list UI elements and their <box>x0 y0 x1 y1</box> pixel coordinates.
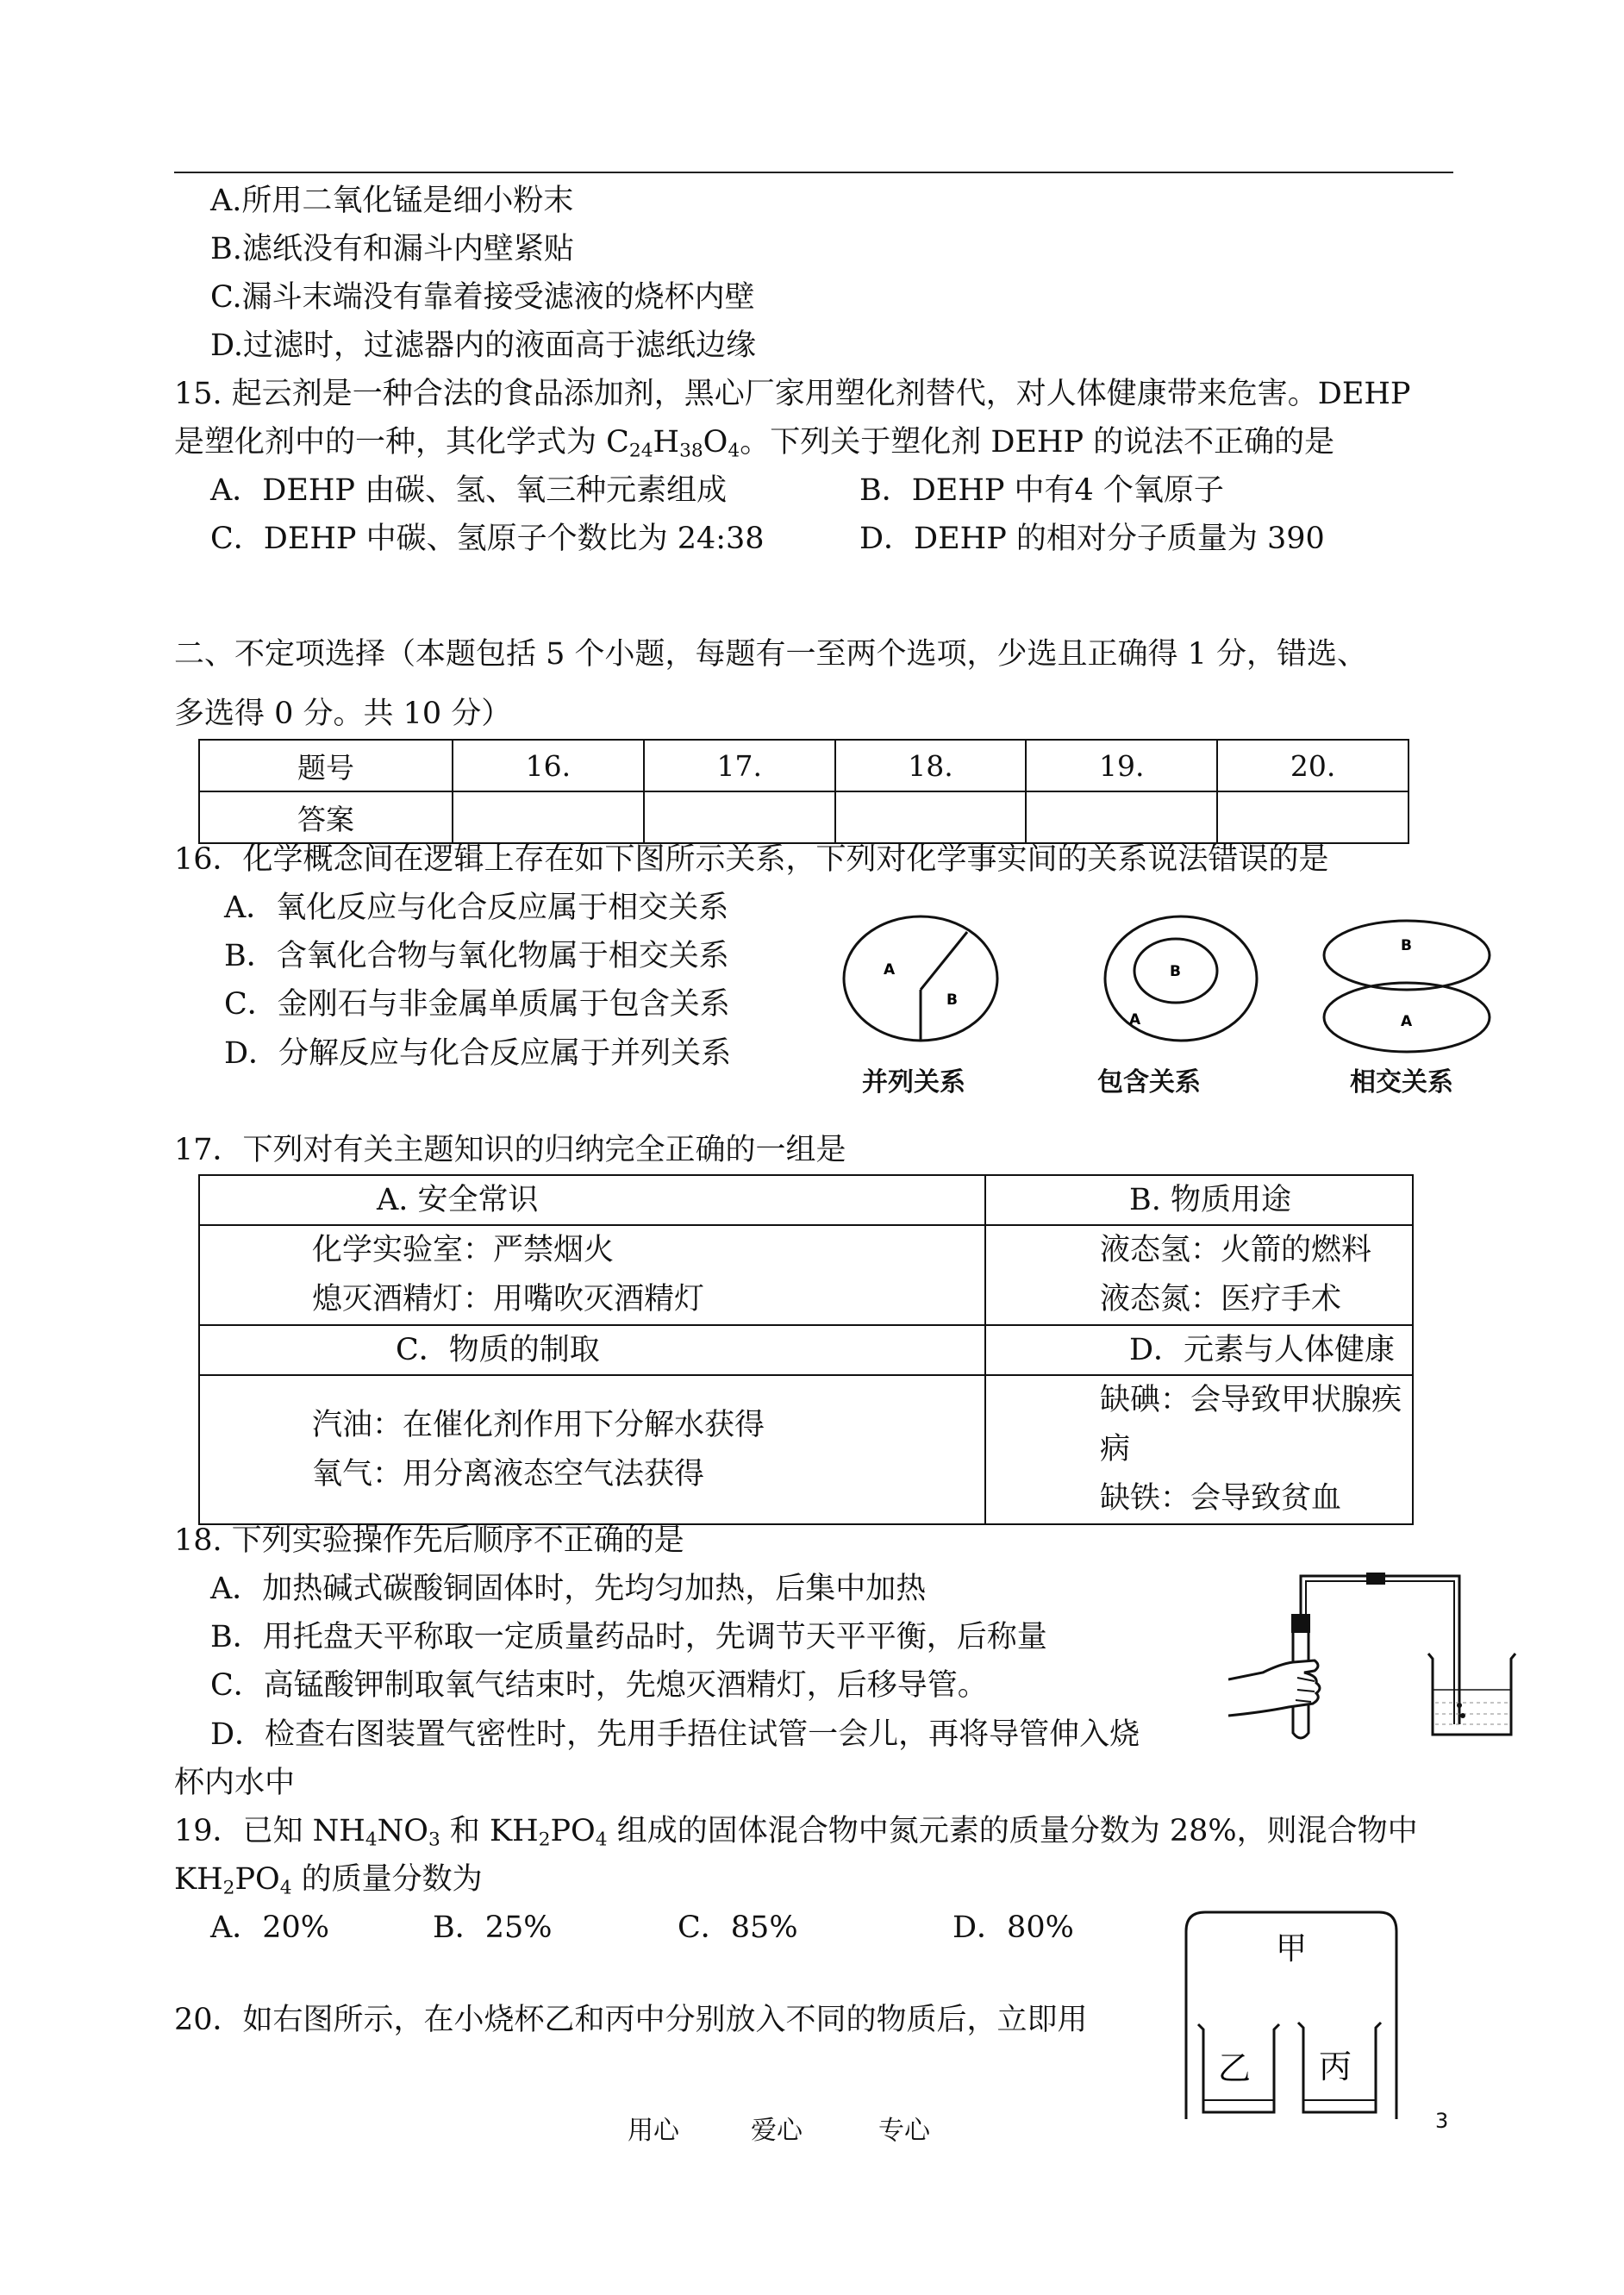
answer-table-number-19: 19. <box>1026 740 1217 791</box>
answer-cell-19[interactable] <box>1026 791 1217 843</box>
q17-c-item-1: 汽油：在催化剂作用下分解水获得 <box>312 1407 765 1442</box>
q16-option-a: A．氧化反应与化合反应属于相交关系 <box>224 891 729 925</box>
answer-table-label-number: 题号 <box>199 740 453 791</box>
inclusion-label-b: B <box>1170 963 1181 980</box>
footer-word-1: 用心 <box>628 2116 679 2146</box>
answer-table-number-18: 18. <box>835 740 1027 791</box>
q15-option-b: B．DEHP 中有4 个氧原子 <box>859 473 1224 508</box>
q19-option-c: C．85% <box>678 1910 798 1945</box>
caption-inclusion: 包含关系 <box>1097 1067 1201 1097</box>
q17-stem: 17．下列对有关主题知识的归纳完全正确的一组是 <box>174 1133 846 1167</box>
q17-body-row-1 <box>199 1225 1413 1325</box>
parallel-label-a: A <box>884 961 896 979</box>
q17-head-row-1 <box>199 1175 1413 1225</box>
q17-b-item-2: 液态氮：医疗手术 <box>1100 1282 1342 1316</box>
parallel-relation-diagram <box>844 916 997 1041</box>
q17-head-c: C．物质的制取 <box>199 1325 985 1375</box>
q18-option-a: A．加热碱式碳酸铜固体时，先均匀加热，后集中加热 <box>210 1572 927 1606</box>
q17-body-row-2 <box>199 1375 1413 1524</box>
q17-head-row-2 <box>199 1325 1413 1375</box>
hand-icon <box>1228 1660 1320 1716</box>
inclusion-relation-diagram <box>1105 916 1257 1041</box>
q14-option-a: A.所用二氧化锰是细小粉末 <box>210 184 574 218</box>
beaker-icon <box>1428 1654 1515 1735</box>
answer-cell-20[interactable] <box>1217 791 1409 843</box>
q18-option-d-continuation: 杯内水中 <box>174 1766 296 1800</box>
answer-cell-18[interactable] <box>835 791 1027 843</box>
footer-word-3: 专心 <box>878 2116 930 2146</box>
footer-word-2: 爱心 <box>751 2116 803 2146</box>
answer-cell-17[interactable] <box>644 791 835 843</box>
section2-heading-line2: 多选得 0 分。共 10 分） <box>174 697 512 731</box>
q14-option-c: C.漏斗末端没有靠着接受滤液的烧杯内壁 <box>210 280 755 315</box>
intersection-relation-diagram <box>1324 921 1490 1052</box>
q15-option-a: A．DEHP 由碳、氢、氧三种元素组成 <box>210 473 728 508</box>
q17-head-b: B. 物质用途 <box>985 1175 1413 1225</box>
q19-option-b: B．25% <box>433 1910 553 1945</box>
intersection-label-a: A <box>1401 1013 1413 1030</box>
label-yi: 乙 <box>1218 2049 1252 2087</box>
q15-stem-line1: 15. 起云剂是一种合法的食品添加剂，黑心厂家用塑化剂替代，对人体健康带来危害。DEHP <box>174 377 1411 411</box>
q19-option-d: D．80% <box>953 1910 1074 1945</box>
q17-cell-c <box>199 1375 985 1524</box>
q14-option-d: D.过滤时，过滤器内的液面高于滤纸边缘 <box>210 328 756 363</box>
q19-option-a: A．20% <box>210 1910 330 1945</box>
answer-table-number-20: 20. <box>1217 740 1409 791</box>
q17-a-item-2: 熄灭酒精灯：用嘴吹灭酒精灯 <box>312 1282 705 1316</box>
airtightness-apparatus-figure <box>1228 1552 1539 1759</box>
q18-option-c: C．高锰酸钾制取氧气结束时，先熄灭酒精灯，后移导管。 <box>210 1668 988 1703</box>
answer-table-label-answer: 答案 <box>199 791 453 843</box>
q20-stem: 20．如右图所示，在小烧杯乙和丙中分别放入不同的物质后，立即用 <box>174 2003 1088 2037</box>
label-bing: 丙 <box>1319 2048 1352 2086</box>
answer-table-row-answers <box>199 791 1409 843</box>
caption-parallel: 并列关系 <box>862 1067 965 1097</box>
section2-heading-line1: 二、不定项选择（本题包括 5 个小题，每题有一至两个选项，少选且正确得 1 分，错选、 <box>174 637 1368 672</box>
answer-cell-16[interactable] <box>453 791 644 843</box>
q19-stem-line2: $KH_2PO_4$ 的质量分数为 <box>174 1862 483 1899</box>
q16-option-d: D．分解反应与化合反应属于并列关系 <box>224 1036 732 1071</box>
q17-cell-d <box>985 1375 1413 1524</box>
answer-table-row-numbers <box>199 740 1409 791</box>
q17-d-item-1: 缺碘：会导致甲状腺疾病 <box>1100 1383 1402 1466</box>
q15-stem-line2: 是塑化剂中的一种，其化学式为 $C_{24}H_{38}O_4$。下列关于塑化剂 DEHP 的说法不正确的是 <box>174 425 1335 462</box>
beaker-jar-figure <box>1181 1905 1405 2121</box>
label-jia: 甲 <box>1276 1931 1308 1967</box>
parallel-label-b: B <box>946 991 958 1009</box>
q18-option-d: D．检查右图装置气密性时，先用手捂住试管一会儿，再将导管伸入烧 <box>210 1717 1140 1752</box>
q16-stem: 16．化学概念间在逻辑上存在如下图所示关系，下列对化学事实间的关系说法错误的是 <box>174 842 1329 877</box>
caption-intersection: 相交关系 <box>1350 1067 1453 1097</box>
q17-head-a: A. 安全常识 <box>199 1175 985 1225</box>
delivery-tube-icon <box>1301 1573 1459 1724</box>
q14-option-b: B.滤纸没有和漏斗内壁紧贴 <box>210 232 574 266</box>
q17-cell-b <box>985 1225 1413 1325</box>
q18-stem: 18. 下列实验操作先后顺序不正确的是 <box>174 1523 684 1558</box>
answer-table <box>198 739 1409 844</box>
q18-option-b: B．用托盘天平称取一定质量药品时，先调节天平平衡，后称量 <box>210 1620 1047 1654</box>
q17-a-item-1: 化学实验室：严禁烟火 <box>312 1233 615 1267</box>
q16-option-b: B．含氧化合物与氧化物属于相交关系 <box>224 939 729 973</box>
q17-cell-a <box>199 1225 985 1325</box>
q17-b-item-1: 液态氢：火箭的燃料 <box>1100 1233 1372 1267</box>
inclusion-label-a: A <box>1129 1011 1141 1029</box>
q17-c-item-2: 氧气：用分离液态空气法获得 <box>312 1456 705 1491</box>
q17-d-item-2: 缺铁：会导致贫血 <box>1100 1481 1342 1516</box>
page-number: 3 <box>1435 2109 1449 2133</box>
answer-table-number-17: 17. <box>644 740 835 791</box>
q16-option-c: C．金刚石与非金属单质属于包含关系 <box>224 987 730 1022</box>
q17-head-d: D．元素与人体健康 <box>985 1325 1413 1375</box>
answer-table-number-16: 16. <box>453 740 644 791</box>
intersection-label-b: B <box>1401 937 1412 954</box>
q19-stem-line1: 19．已知 $NH_4NO_3$ 和 $KH_2PO_4$ 组成的固体混合物中氮元素的质量分数为 28%，则混合物中 <box>174 1814 1418 1851</box>
header-rule <box>174 172 1453 173</box>
q15-option-c: C．DEHP 中碳、氢原子个数比为 24:38 <box>210 522 765 556</box>
q17-topic-table <box>198 1174 1414 1525</box>
q15-option-d: D．DEHP 的相对分子质量为 390 <box>859 522 1325 556</box>
